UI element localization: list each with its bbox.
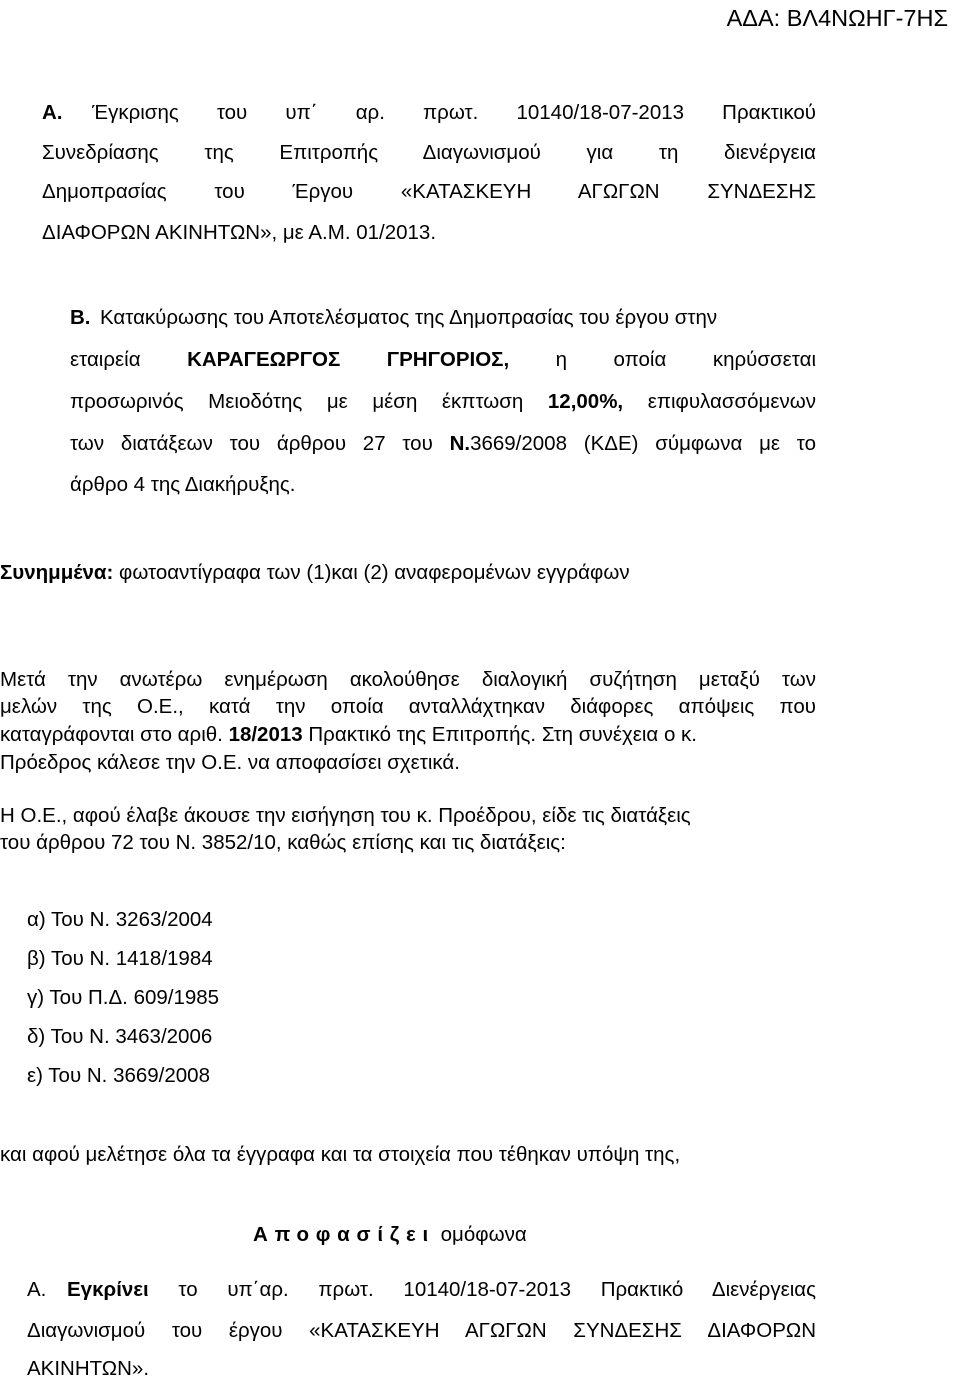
section-a-label: Α. bbox=[42, 101, 63, 124]
list-item: α) Του Ν. 3263/2004 bbox=[27, 908, 213, 931]
discussion-line: καταγράφονται στο αριθ. 18/2013 Πρακτικό της Επιτροπής. Στη συνέχεια ο κ. bbox=[0, 723, 698, 746]
section-a-line: Δημοπρασίας του Έργου «ΚΑΤΑΣΚΕΥΗ ΑΓΩΓΩΝ ΣΥΝΔΕΣΗΣ bbox=[42, 180, 816, 203]
section-b-line: προσωρινός Μειοδότης με μέση έκπτωση 12,00%, επιφυλασσόμενων bbox=[70, 390, 816, 413]
list-item: ε) Του Ν. 3669/2008 bbox=[27, 1064, 210, 1087]
approval-line: Διαγωνισμού του έργου «ΚΑΤΑΣΚΕΥΗ ΑΓΩΓΩΝ ΣΥΝΔΕΣΗΣ ΔΙΑΦΟΡΩΝ bbox=[27, 1319, 816, 1342]
section-b-line: Κατακύρωσης του Αποτελέσματος της Δημοπρασίας του έργου στην bbox=[100, 306, 718, 329]
ada-code: ΑΔΑ: ΒΛ4ΝΩΗΓ-7ΗΣ bbox=[726, 5, 948, 31]
decision-manner: ομόφωνα bbox=[440, 1223, 527, 1246]
decision-heading bbox=[253, 1223, 527, 1248]
minutes-number: 18/2013 bbox=[228, 723, 303, 746]
approval-line: ΑΚΙΝΗΤΩΝ». bbox=[27, 1357, 150, 1380]
approval-verb: Εγκρίνει bbox=[67, 1278, 149, 1301]
section-b-line: των διατάξεων του άρθρου 27 του Ν.3669/2008 (ΚΔΕ) σύμφωνα με το bbox=[70, 432, 816, 455]
attachments-label: Συνημμένα: bbox=[0, 561, 114, 584]
committee-line: του άρθρου 72 του Ν. 3852/10, καθώς επίσης και τις διατάξεις: bbox=[0, 831, 566, 854]
list-item: γ) Του Π.Δ. 609/1985 bbox=[27, 986, 220, 1009]
approval-label: Α. bbox=[27, 1278, 47, 1301]
section-b-line: εταιρεία ΚΑΡΑΓΕΩΡΓΟΣ ΓΡΗΓΟΡΙΟΣ, η οποία κηρύσσεται bbox=[70, 348, 816, 371]
decision-verb: Αποφασίζει bbox=[253, 1223, 435, 1246]
discussion-line: Μετά την ανωτέρω ενημέρωση ακολούθησε διαλογική συζήτηση μεταξύ των bbox=[0, 668, 816, 691]
discussion-line: Πρόεδρος κάλεσε την Ο.Ε. να αποφασίσει σχετικά. bbox=[0, 751, 460, 774]
studied-line: και αφού μελέτησε όλα τα έγγραφα και τα στοιχεία που τέθηκαν υπόψη της, bbox=[0, 1143, 681, 1166]
section-a-line: Έγκρισης του υπ΄ αρ. πρωτ. 10140/18-07-2013 Πρακτικού bbox=[92, 101, 816, 124]
approval-line: Εγκρίνει το υπ΄αρ. πρωτ. 10140/18-07-2013 Πρακτικό Διενέργειας bbox=[67, 1278, 816, 1301]
discussion-line: μελών της Ο.Ε., κατά την οποία ανταλλάχτηκαν διάφορες απόψεις που bbox=[0, 695, 816, 718]
attachments-line: Συνημμένα: φωτοαντίγραφα των (1)και (2) αναφερομένων εγγράφων bbox=[0, 561, 630, 584]
company-name: ΚΑΡΑΓΕΩΡΓΟΣ ΓΡΗΓΟΡΙΟΣ, bbox=[187, 348, 510, 371]
section-a-line: ΔΙΑΦΟΡΩΝ ΑΚΙΝΗΤΩΝ», με Α.Μ. 01/2013. bbox=[42, 221, 437, 244]
list-item: δ) Του Ν. 3463/2006 bbox=[27, 1025, 213, 1048]
discount-value: 12,00%, bbox=[547, 390, 624, 413]
committee-line: Η Ο.Ε., αφού έλαβε άκουσε την εισήγηση του κ. Προέδρου, είδε τις διατάξεις bbox=[0, 804, 691, 827]
section-b-line: άρθρο 4 της Διακήρυξης. bbox=[70, 473, 296, 496]
list-item: β) Του Ν. 1418/1984 bbox=[27, 947, 213, 970]
section-b-label: Β. bbox=[70, 306, 91, 329]
section-a-line: Συνεδρίασης της Επιτροπής Διαγωνισμού για τη διενέργεια bbox=[42, 141, 816, 164]
